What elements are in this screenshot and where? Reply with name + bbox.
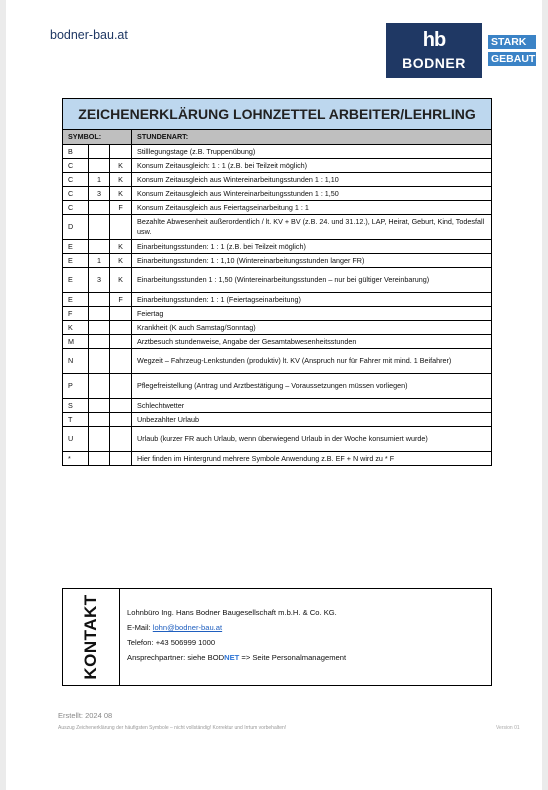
table-header-row xyxy=(63,130,492,145)
row-symbol-1: C xyxy=(63,173,89,187)
table-row xyxy=(63,427,492,452)
table-row xyxy=(63,187,492,201)
row-symbol-3 xyxy=(110,427,132,452)
row-symbol-3: K xyxy=(110,240,132,254)
row-description: Urlaub (kurzer FR auch Urlaub, wenn überwiegend Urlaub in der Woche konsumiert wurde) xyxy=(132,427,492,452)
row-symbol-1: * xyxy=(63,452,89,466)
table-row xyxy=(63,307,492,321)
row-symbol-3: K xyxy=(110,187,132,201)
row-symbol-2 xyxy=(89,293,110,307)
row-symbol-2 xyxy=(89,413,110,427)
table-row xyxy=(63,374,492,399)
table-row xyxy=(63,321,492,335)
site-url: bodner-bau.at xyxy=(50,28,128,42)
row-description: Konsum Zeitausgleich aus Feiertagseinarbeitung 1 : 1 xyxy=(132,201,492,215)
row-symbol-2: 1 xyxy=(89,254,110,268)
table-row xyxy=(63,254,492,268)
row-description: Hier finden im Hintergrund mehrere Symbole Anwendung z.B. EF + N wird zu * F xyxy=(132,452,492,466)
document-title: ZEICHENERKLÄRUNG LOHNZETTEL ARBEITER/LEHRLING xyxy=(62,98,492,130)
table-row xyxy=(63,452,492,466)
row-symbol-1: T xyxy=(63,413,89,427)
row-symbol-1: S xyxy=(63,399,89,413)
row-symbol-1: F xyxy=(63,307,89,321)
row-symbol-3 xyxy=(110,349,132,374)
row-description: Konsum Zeitausgleich aus Wintereinarbeitungsstunden 1 : 1,50 xyxy=(132,187,492,201)
row-symbol-1: C xyxy=(63,159,89,173)
row-symbol-2 xyxy=(89,335,110,349)
type-header: STUNDENART: xyxy=(132,130,492,145)
table-row xyxy=(63,349,492,374)
table-row xyxy=(63,201,492,215)
row-symbol-3: F xyxy=(110,201,132,215)
logo-wordmark: BODNER xyxy=(402,55,466,71)
footer-created: Erstellt: 2024 08 xyxy=(58,711,113,720)
partner-prefix: Ansprechpartner: siehe BOD xyxy=(127,653,225,662)
row-symbol-1: B xyxy=(63,145,89,159)
row-symbol-1: M xyxy=(63,335,89,349)
row-description: Einarbeitungsstunden: 1 : 1 (z.B. bei Teilzeit möglich) xyxy=(132,240,492,254)
logo-tag-gebaut: GEBAUT xyxy=(488,52,536,66)
row-symbol-1: E xyxy=(63,254,89,268)
row-symbol-3 xyxy=(110,413,132,427)
row-symbol-2 xyxy=(89,201,110,215)
row-symbol-1: C xyxy=(63,187,89,201)
row-description: Schlechtwetter xyxy=(132,399,492,413)
contact-box xyxy=(62,588,492,686)
contact-email-link[interactable]: lohn@bodner-bau.at xyxy=(152,623,223,632)
contact-label-cell xyxy=(63,589,120,685)
row-symbol-3 xyxy=(110,335,132,349)
footer-note: Auszug Zeichenerklärung der häufigsten Symbole – nicht vollständig! Korrektur und Irrtum vorbehalten! xyxy=(58,725,287,731)
row-symbol-2 xyxy=(89,145,110,159)
partner-net: NET xyxy=(224,653,240,662)
bodner-logo xyxy=(386,23,536,78)
row-symbol-2 xyxy=(89,159,110,173)
table-row xyxy=(63,145,492,159)
table-row xyxy=(63,399,492,413)
row-symbol-2 xyxy=(89,215,110,240)
row-symbol-2 xyxy=(89,349,110,374)
row-symbol-3 xyxy=(110,399,132,413)
row-description: Einarbeitungsstunden 1 : 1,50 (Wintereinarbeitungsstunden – nur bei gültiger Vereinbarung) xyxy=(132,268,492,293)
row-description: Konsum Zeitausgleich: 1 : 1 (z.B. bei Teilzeit möglich) xyxy=(132,159,492,173)
table-row xyxy=(63,159,492,173)
row-symbol-3: K xyxy=(110,173,132,187)
row-description: Pflegefreistellung (Antrag und Arztbestätigung – Voraussetzungen müssen vorliegen) xyxy=(132,374,492,399)
row-description: Einarbeitungsstunden: 1 : 1,10 (Wintereinarbeitungsstunden langer FR) xyxy=(132,254,492,268)
row-description: Einarbeitungsstunden: 1 : 1 (Feiertagseinarbeitung) xyxy=(132,293,492,307)
row-symbol-1: U xyxy=(63,427,89,452)
row-description: Konsum Zeitausgleich aus Wintereinarbeitungsstunden 1 : 1,10 xyxy=(132,173,492,187)
row-symbol-3 xyxy=(110,452,132,466)
symbol-header: SYMBOL: xyxy=(63,130,132,145)
row-symbol-3: K xyxy=(110,254,132,268)
row-symbol-1: C xyxy=(63,201,89,215)
row-symbol-1: K xyxy=(63,321,89,335)
row-symbol-1: N xyxy=(63,349,89,374)
row-symbol-1: P xyxy=(63,374,89,399)
row-description: Wegzeit – Fahrzeug-Lenkstunden (produktiv) lt. KV (Anspruch nur für Fahrer mit mind. 1 Beifahrer) xyxy=(132,349,492,374)
contact-label: KONTAKT xyxy=(81,594,100,680)
logo-tagline xyxy=(488,23,536,78)
row-symbol-1: E xyxy=(63,293,89,307)
row-description: Stilllegungstage (z.B. Truppenübung) xyxy=(132,145,492,159)
row-symbol-3 xyxy=(110,215,132,240)
row-symbol-3: K xyxy=(110,159,132,173)
row-symbol-2 xyxy=(89,240,110,254)
row-description: Krankheit (K auch Samstag/Sonntag) xyxy=(132,321,492,335)
row-symbol-3 xyxy=(110,307,132,321)
row-description: Unbezahlter Urlaub xyxy=(132,413,492,427)
row-symbol-2 xyxy=(89,399,110,413)
row-symbol-3 xyxy=(110,321,132,335)
table-row xyxy=(63,293,492,307)
document-page xyxy=(6,0,542,790)
table-row xyxy=(63,335,492,349)
row-symbol-2 xyxy=(89,427,110,452)
row-symbol-2: 1 xyxy=(89,173,110,187)
row-symbol-3: F xyxy=(110,293,132,307)
contact-partner xyxy=(127,650,346,665)
row-symbol-3 xyxy=(110,374,132,399)
table-row xyxy=(63,173,492,187)
contact-phone: Telefon: +43 506999 1000 xyxy=(127,638,216,647)
symbol-legend-table xyxy=(62,129,492,466)
row-symbol-1: D xyxy=(63,215,89,240)
row-description: Feiertag xyxy=(132,307,492,321)
row-symbol-2 xyxy=(89,321,110,335)
row-symbol-2 xyxy=(89,452,110,466)
row-symbol-1: E xyxy=(63,240,89,254)
contact-details xyxy=(127,605,346,665)
row-symbol-3: K xyxy=(110,268,132,293)
contact-email-line xyxy=(127,620,346,635)
footer-version: Version 01 xyxy=(496,725,520,731)
partner-suffix: => Seite Personalmanagement xyxy=(239,653,347,662)
row-symbol-2: 3 xyxy=(89,187,110,201)
row-symbol-2 xyxy=(89,374,110,399)
row-symbol-2: 3 xyxy=(89,268,110,293)
logo-tag-stark: STARK xyxy=(488,35,536,49)
row-description: Arztbesuch stundenweise, Angabe der Gesamtabwesenheitsstunden xyxy=(132,335,492,349)
row-symbol-2 xyxy=(89,307,110,321)
table-row xyxy=(63,215,492,240)
table-row xyxy=(63,413,492,427)
contact-company: Lohnbüro Ing. Hans Bodner Baugesellschaft m.b.H. & Co. KG. xyxy=(127,608,337,617)
contact-email-label: E-Mail: xyxy=(127,623,151,632)
logo-block xyxy=(386,23,482,78)
table-row xyxy=(63,268,492,293)
row-symbol-1: E xyxy=(63,268,89,293)
table-row xyxy=(63,240,492,254)
row-symbol-3 xyxy=(110,145,132,159)
logo-monogram: hb xyxy=(422,29,446,51)
row-description: Bezahlte Abwesenheit außerordentlich / lt. KV + BV (z.B. 24. und 31.12.), LAP, Heirat, Geburt, Kind, Todesfall usw. xyxy=(132,215,492,240)
